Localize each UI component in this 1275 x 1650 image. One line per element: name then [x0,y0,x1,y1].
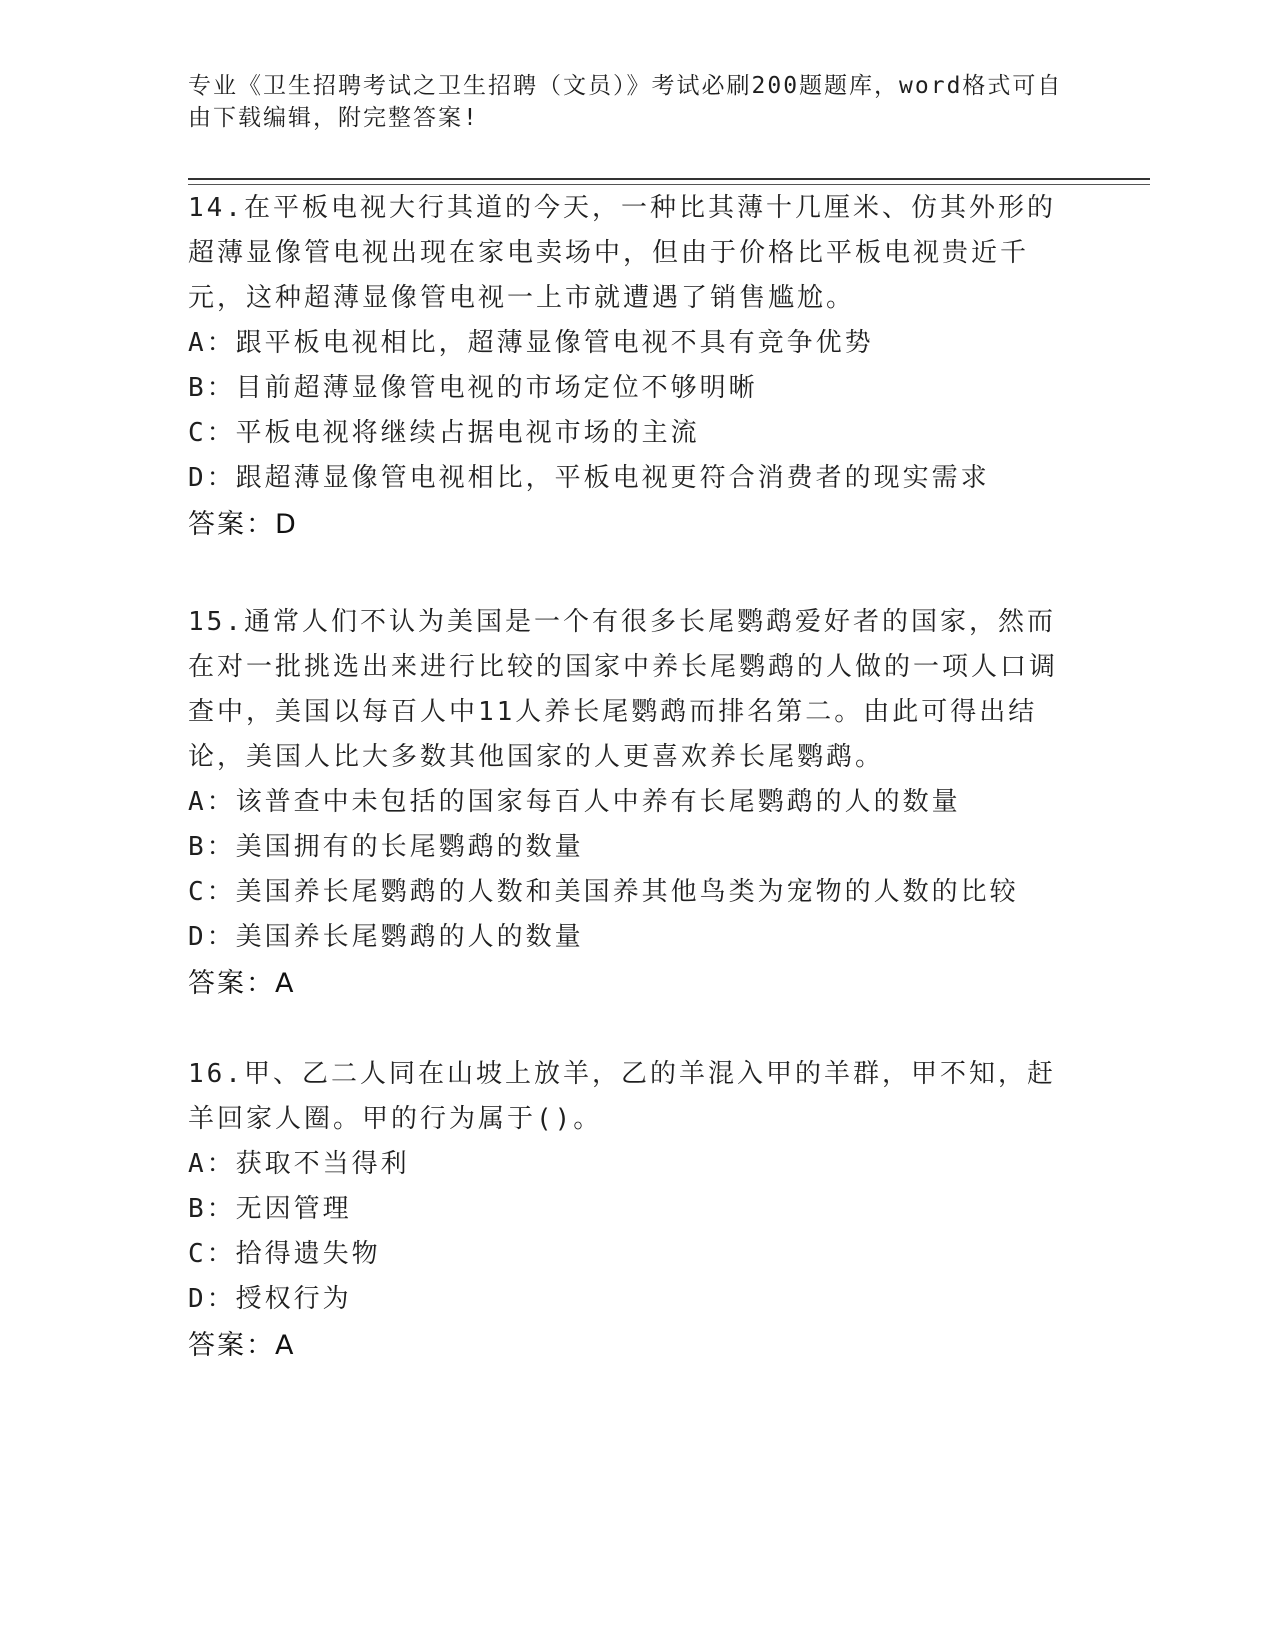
header-divider-thin [188,184,1150,185]
question-14 [188,186,1068,547]
option-b: B：无因管理 [188,1194,352,1224]
question-15 [188,600,1068,1006]
option-b: B：美国拥有的长尾鹦鹉的数量 [188,832,584,862]
option-b: B：目前超薄显像管电视的市场定位不够明晰 [188,373,758,403]
option-a: A：该普查中未包括的国家每百人中养有长尾鹦鹉的人的数量 [188,787,961,817]
answer-line: 答案：D [188,509,298,540]
question-stem: 16.甲、乙二人同在山坡上放羊，乙的羊混入甲的羊群，甲不知，赶羊回家人圈。甲的行为属于()。 [188,1059,1056,1134]
answer-line: 答案：A [188,1330,296,1361]
option-d: D：美国养长尾鹦鹉的人的数量 [188,922,584,952]
option-a: A：跟平板电视相比，超薄显像管电视不具有竞争优势 [188,328,874,358]
option-c: C：平板电视将继续占据电视市场的主流 [188,418,700,448]
document-header: 专业《卫生招聘考试之卫生招聘（文员）》考试必刷200题题库，word格式可自由下载编辑，附完整答案! [188,73,1063,131]
question-stem: 15.通常人们不认为美国是一个有很多长尾鹦鹉爱好者的国家，然而在对一批挑选出来进行比较的国家中养长尾鹦鹉的人做的一项人口调查中，美国以每百人中11人养长尾鹦鹉而排名第二。由此可得出结论，美国人比大多数其他国家的人更喜欢养长尾鹦鹉。 [188,607,1059,772]
question-16 [188,1052,1068,1368]
option-a: A：获取不当得利 [188,1149,410,1179]
header-divider-thick [188,178,1150,180]
option-c: C：拾得遗失物 [188,1239,381,1269]
answer-line: 答案：A [188,968,296,999]
question-stem: 14.在平板电视大行其道的今天，一种比其薄十几厘米、仿其外形的超薄显像管电视出现在家电卖场中，但由于价格比平板电视贵近千元，这种超薄显像管电视一上市就遭遇了销售尴尬。 [188,193,1056,313]
option-d: D：跟超薄显像管电视相比，平板电视更符合消费者的现实需求 [188,463,990,493]
option-d: D：授权行为 [188,1284,352,1314]
option-c: C：美国养长尾鹦鹉的人数和美国养其他鸟类为宠物的人数的比较 [188,877,1019,907]
